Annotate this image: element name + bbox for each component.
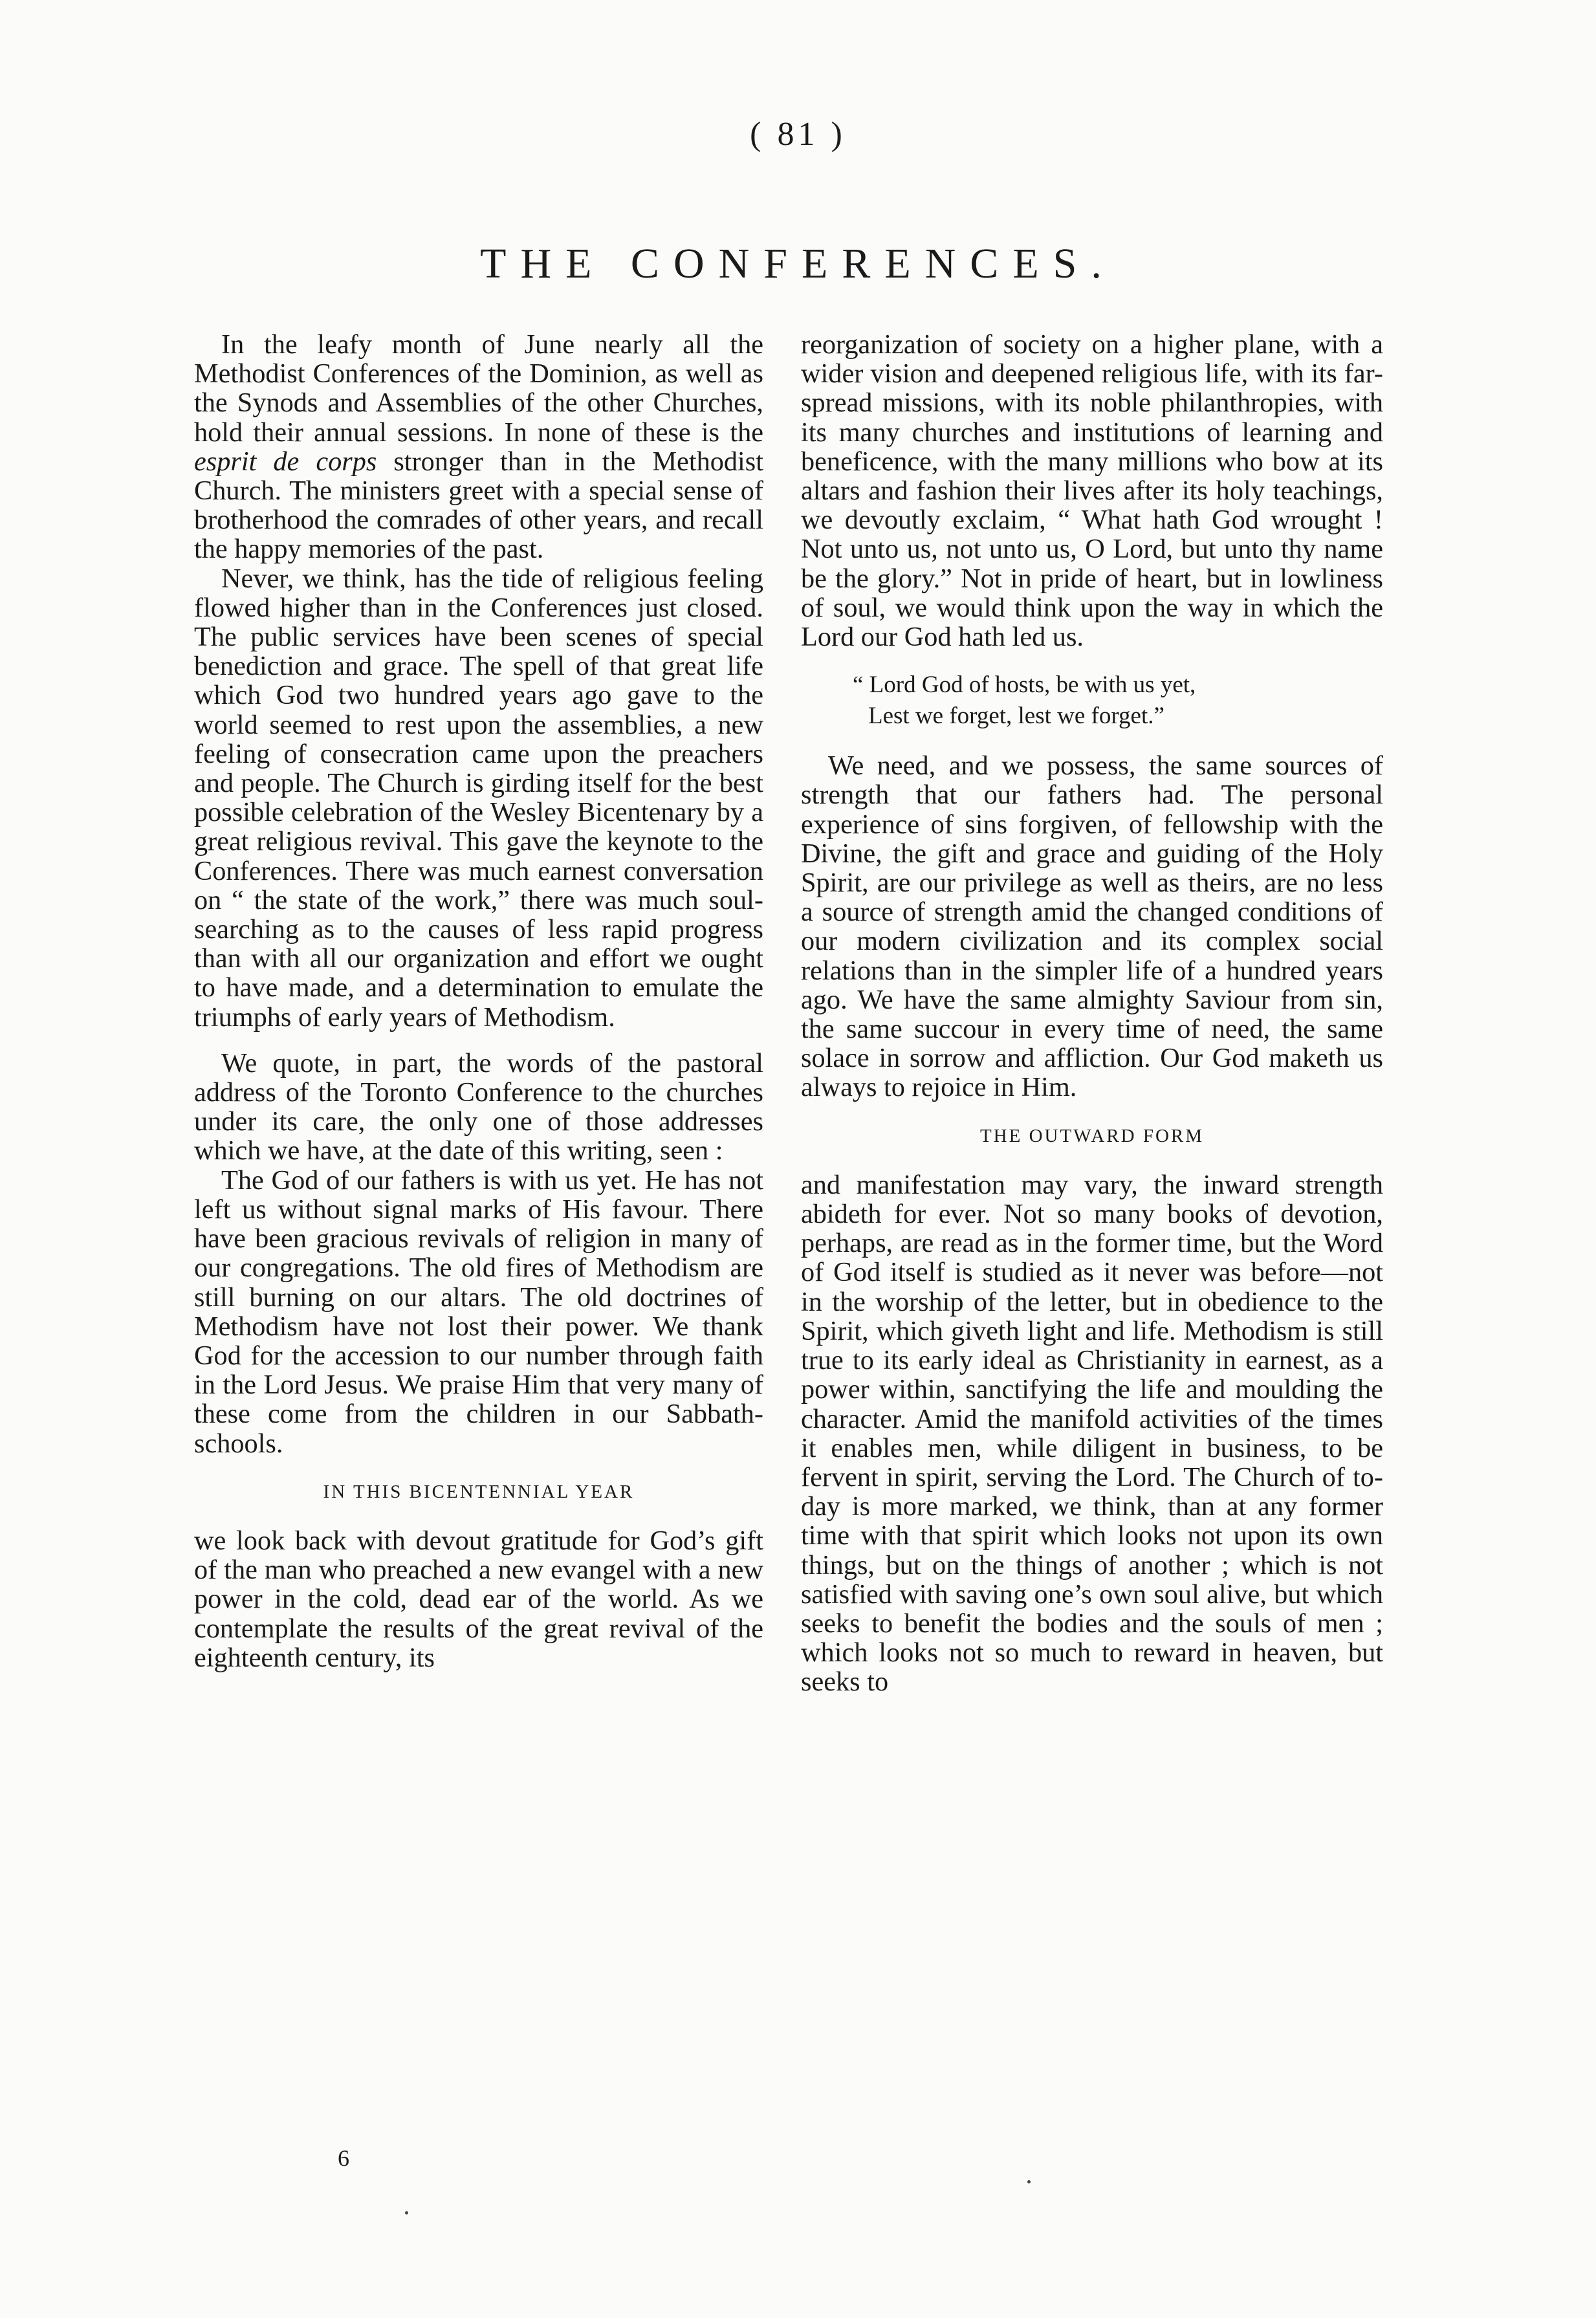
section-heading: IN THIS BICENTENNIAL YEAR (323, 1481, 635, 1502)
right-column (801, 330, 1383, 1697)
paragraph-text: In the leafy month of June nearly all the Methodist Conferences of the Dominion, as well as the Synods and Assemblies of the other Churches, hold their annual sessions. In none of these is the (194, 329, 763, 448)
italic-phrase: esprit de corps (194, 446, 377, 477)
signature-mark: 6 (338, 2145, 349, 2171)
article-title: THE CONFERENCES. (480, 240, 1116, 287)
paragraph: and manifestation may vary, the inward strength abideth for ever. Not so many books of devotion, perhaps, are read as in the former time, but the Word of God itself is studied as it never was before—not in the worship of the letter, but in obedience to the Spirit, which giveth light and life. Methodism is still true to its early ideal as Christianity in earnest, as a power within, sanctifying the life and moulding the character. Amid the manifold activities of the times it enables men, while diligent in business, to be fervent in spirit, serving the Lord. The Church of to-day is more marked, we think, than at any former time with that spirit which looks not upon its own things, but on the things of another ; which is not satisfied with saving one’s own soul alive, but which seeks to benefit the bodies and the souls of men ; which looks not so much to reward in heaven, but seeks to (801, 1169, 1383, 1698)
paragraph-text: stronger than in the Methodist Church. The ministers greet with a special sense of brotherhood the comrades of other years, and recall the happy memories of the past. (194, 446, 763, 565)
paragraph: We need, and we possess, the same sources of strength that our fathers had. The personal experience of sins forgiven, of fellowship with the Divine, the gift and grace and guiding of the Holy Spirit, are our privilege as well as theirs, are no less a source of strength amid the changed conditions of our modern civilization and its complex social relations than in the simpler life of a hundred years ago. We have the same almighty Saviour from sin, the same succour in every time of need, the same solace in sorrow and affliction. Our God maketh us always to rejoice in Him. (801, 750, 1383, 1103)
paragraph: we look back with devout gratitude for God’s gift of the man who preached a new evangel with a new power in the cold, dead ear of the world. As we contemplate the results of the great revival of the eighteenth century, its (194, 1525, 763, 1673)
poem-quote (801, 670, 1383, 732)
section-heading: THE OUTWARD FORM (979, 1125, 1205, 1146)
print-speck (1027, 2180, 1031, 2183)
paragraph: reorganization of society on a higher plane, with a wider vision and deepened religious life, with its far-spread missions, with its noble philanthropies, with its many churches and institutions of learning and beneficence, with the many millions who bow at its altars and fashion their lives after its holy teachings, we devoutly exclaim, “ What hath God wrought ! Not unto us, not unto us, O Lord, but unto thy name be the glory.” Not in pride of heart, but in lowliness of soul, we would think upon the way in which the Lord our God hath led us. (801, 329, 1383, 653)
page-number: ( 81 ) (750, 116, 846, 153)
left-column (194, 330, 763, 1672)
quoted-paragraph: The God of our fathers is with us yet. He has not left us without signal marks of His favour. There have been gracious revivals of religion in many of our congregations. The old fires of Methodism are still burning on our altars. The old doctrines of Methodism have not lost their power. We thank God for the accession to our number through faith in the Lord Jesus. We praise Him that very many of these come from the children in our Sabbath-schools. (194, 1164, 763, 1459)
print-speck (405, 2211, 408, 2214)
poem-line: “ Lord God of hosts, be with us yet, (853, 672, 1196, 699)
poem-line: Lest we forget, lest we forget.” (868, 703, 1164, 730)
paragraph (194, 330, 763, 564)
paragraph: We quote, in part, the words of the pastoral address of the Toronto Conference to the churches under its care, the only one of those addresses which we have, at the date of this writing, seen : (194, 1047, 763, 1166)
paragraph: Never, we think, has the tide of religious feeling flowed higher than in the Conferences just closed. The public services have been scenes of special benediction and grace. The spell of that great life which God two hundred years ago gave to the world seemed to rest upon the assemblies, a new feeling of consecration came upon the preachers and people. The Church is girding itself for the best possible celebration of the Wesley Bicentenary by a great religious revival. This gave the keynote to the Conferences. There was much earnest conversation on “ the state of the work,” there was much soul-searching as to the causes of less rapid progress than with all our organization and effort we ought to have made, and a determination to emulate the triumphs of early years of Methodism. (194, 563, 763, 1033)
